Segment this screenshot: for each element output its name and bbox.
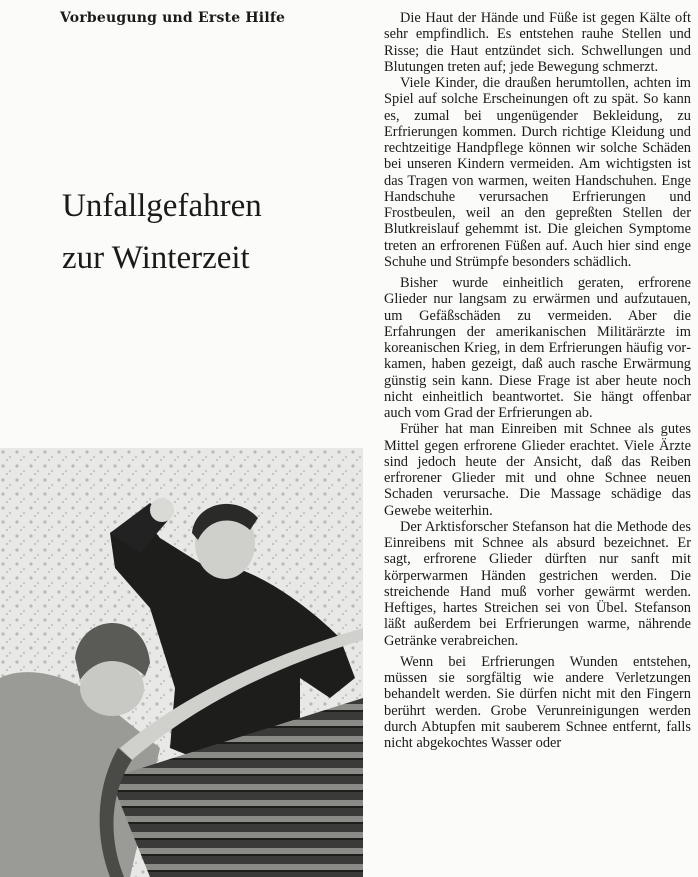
article-paragraph: Die Haut der Hände und Füße ist gegen Kälte oft sehr empfindlich. Es entstehen rauhe Stellen und Risse; die Haut entzündet sich. Schwellungen und Blutungen treten auf; jede Bewegung schmerzt.: [384, 10, 691, 75]
article-paragraph: Der Arktisforscher Stefanson hat die Methode des Einreibens mit Schnee als absurd bezeichnet. Er sagt, erfrorene Glieder dürften nur sanft mit körperwarmen Händen gestrichen werden. Die streichende Hand muß vorher gewärmt werden. Heftiges, hartes Streichen sei von Übel. Stefanson läßt außerdem bei Erfrierungen warme, nährende Getränke verabreichen.: [384, 518, 691, 649]
section-label: Vorbeugung und Erste Hilfe: [60, 10, 286, 26]
article-paragraph: Viele Kinder, die draußen herumtollen, achten im Spiel auf solche Erscheinungen oft zu spät. So kann es, zumal bei ungenügender Bekleidung, zu Erfrierungen kommen. Durch richtige Kleidung und rechtzeitige Handpflege können wir solche Schäden bei unseren Kindern vermeiden. Am wichtigsten ist das Tragen von warmen, weiten Handschuhen. Enge Handschuhe verursachen Erfrierungen und Frostbeulen, weil an den gepreßten Stellen der Blutkreislauf gehemmt ist. Die gleichen Symptome treten an erfrorenen Füßen auf. Auch hier sind enge Schuhe und Strümpfe besonders schädlich.: [384, 75, 691, 270]
children-snowball-sled-icon: [0, 448, 363, 877]
article-paragraph: Bisher wurde einheitlich geraten, erfrorene Glieder nur langsam zu erwärmen und aufzutauen, um Gefäßschäden zu vermeiden. Aber die Erfahrungen der amerikanischen Militärärzte im koreanischen Krieg, in dem Erfrierungen häufig vorkamen, haben gezeigt, daß auch rasche Erwärmung günstig sein kann. Diese Frage ist aber heute noch nicht einheitlich beantwortet. Sie hängt offenbar auch vom Grad der Erfrierungen ab.: [384, 275, 691, 421]
photo-children-sled: [0, 448, 363, 877]
article-paragraph: Wenn bei Erfrierungen Wunden entstehen, müssen sie sorgfältig wie andere Verletzungen behandelt werden. Sie dürfen nicht mit den Fingern berührt werden. Grobe Verunreinigungen werden durch Abtupfen mit sauberem Schnee entfernt, falls nicht abgekochtes Wasser oder: [384, 653, 691, 751]
headline-line-1: Unfallgefahren: [62, 188, 262, 224]
article-body: [384, 10, 691, 751]
headline-line-2: zur Winterzeit: [62, 240, 250, 276]
headline: [62, 180, 262, 284]
article-paragraph: Früher hat man Einreiben mit Schnee als gutes Mittel gegen erfrorene Glieder erachtet. Viele Ärzte sind jedoch heute der Ansicht, daß das Reiben erfrorener Glieder mit und ohne Schnee neuen Schaden verursache. Die Massage schädige das Gewebe weiterhin.: [384, 421, 691, 519]
snowball: [150, 498, 174, 522]
